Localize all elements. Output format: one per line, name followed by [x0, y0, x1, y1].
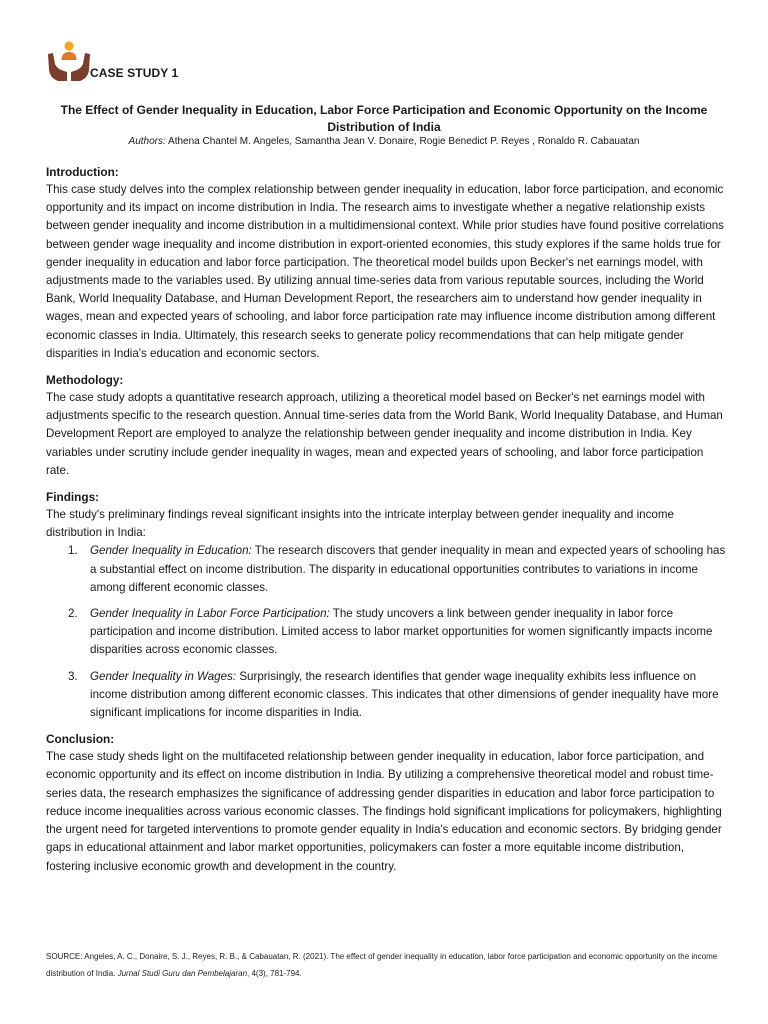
- list-item: [46, 605, 726, 660]
- list-item: [46, 668, 726, 723]
- hands-person-logo-icon: [46, 40, 92, 82]
- citation-suffix: , 4(3), 781-794.: [247, 969, 302, 978]
- main-content: [46, 163, 726, 884]
- document-title: The Effect of Gender Inequality in Education, Labor Force Participation and Economic Opportunity on the Income Distribution of India: [60, 103, 708, 134]
- introduction-heading: Introduction:: [46, 165, 119, 179]
- methodology-section: [46, 371, 726, 480]
- case-study-label: CASE STUDY 1: [90, 66, 179, 80]
- findings-heading: Findings:: [46, 490, 100, 505]
- methodology-heading: Methodology:: [46, 373, 124, 388]
- methodology-body: The case study adopts a quantitative research approach, utilizing a theoretical model based on Becker's net earnings model with adjustments specific to the research question. Annual time-series data from the World Bank, World Inequality Database, and Human Development Report are employed to analyze the relationship between gender inequality and income distribution in India. Key variables under scrutiny include gender inequality in wages, mean and expected years of schooling, and labor force participation rate.: [46, 391, 723, 477]
- journal-name: Jurnal Studi Guru dan Pembelajaran: [117, 969, 248, 978]
- conclusion-heading: Conclusion:: [46, 732, 115, 747]
- list-item: [46, 542, 726, 597]
- conclusion-section: [46, 730, 726, 875]
- introduction-section: [46, 163, 726, 363]
- source-citation: [46, 948, 726, 982]
- finding-text: The research discovers that gender inequality in mean and expected years of schooling has a substantial effect on income distribution. The disparity in educational opportunities contributes to variations in income among different economic classes.: [90, 544, 726, 594]
- findings-intro: The study's preliminary findings reveal significant insights into the intricate interplay between gender inequality and income distribution in India:: [46, 508, 674, 540]
- authors-line: [40, 135, 728, 148]
- findings-section: [46, 488, 726, 722]
- introduction-body: This case study delves into the complex relationship between gender inequality in education, labor force participation, and economic opportunity and its impact on income distribution in India. The research aims to investigate whether a negative relationship exists between gender inequality and income distribution in a multidimensional context. While prior studies have found positive correlations between gender wage inequality and income distribution in export-oriented economies, this study explores if the same holds true for gender inequality in education and labor force participation. The theoretical model builds upon Becker's net earnings model, with adjustments made to the variables used. By utilizing annual time-series data from various reputable sources, including the World Bank, World Inequality Database, and Human Development Report, the researchers aim to understand how gender inequality in wages, mean and expected years of schooling, and labor force participation rate may influence income distribution among different economic classes in India. Ultimately, this research seeks to generate policy recommendations that can help mitigate gender disparities in India's education and economic sectors.: [46, 183, 724, 360]
- finding-term: Gender Inequality in Wages:: [90, 669, 237, 683]
- authors-label: Authors:: [128, 136, 166, 147]
- list-number: 3.: [68, 669, 78, 683]
- list-number: 2.: [68, 607, 78, 621]
- findings-list: [46, 542, 726, 722]
- list-number: 1.: [68, 544, 78, 558]
- authors-names: Athena Chantel M. Angeles, Samantha Jean V. Donaire, Rogie Benedict P. Reyes , Ronaldo R. Cabauatan: [168, 136, 640, 147]
- conclusion-body: The case study sheds light on the multifaceted relationship between gender inequality in education, labor force participation, and economic opportunity and its effect on income distribution in India. By utilizing a comprehensive theoretical model and robust time-series data, the research emphasizes the significance of addressing gender disparities in education and labor force participation to reduce income inequalities across various economic classes. The findings hold significant implications for policymakers, highlighting the urgent need for targeted interventions to promote gender equality in India's education and economic sectors. By bridging gender gaps in educational attainment and labor market opportunities, policymakers can foster a more equitable income distribution, fostering inclusive economic growth and development in the country.: [46, 750, 722, 873]
- finding-term: Gender Inequality in Labor Force Participation:: [90, 607, 330, 621]
- finding-text: Surprisingly, the research identifies that gender wage inequality exhibits less influence on income distribution among different economic classes. This indicates that other dimensions of gender inequality have more significant implications for income disparities in India.: [90, 669, 719, 720]
- header: [46, 38, 178, 82]
- finding-text: The study uncovers a link between gender inequality in labor force participation and income distribution. Limited access to labor market opportunities for women significantly impacts income disparities across economic classes.: [90, 607, 713, 657]
- citation-text: SOURCE: Angeles, A. C., Donaire, S. J., Reyes, R. B., & Cabauatan, R. (2021). The effect of gender inequality in education, labor force participation and economic opportunity on the income distribution of India.: [46, 952, 718, 978]
- finding-term: Gender Inequality in Education:: [90, 544, 252, 558]
